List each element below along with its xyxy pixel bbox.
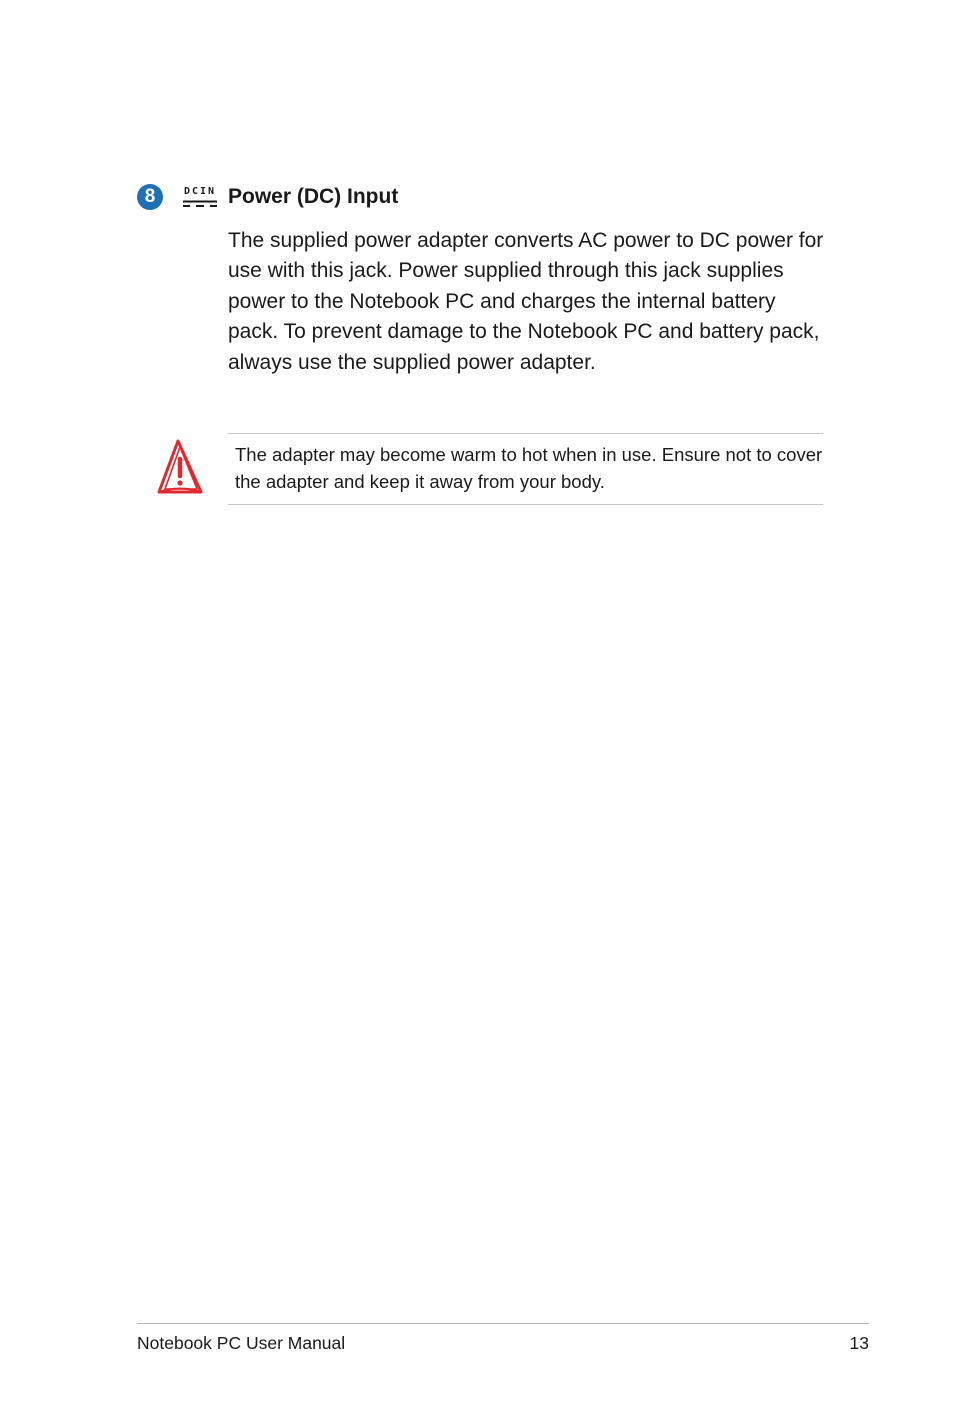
page-number: 13 xyxy=(849,1333,869,1353)
item-number-badge: 8 xyxy=(137,184,163,210)
warning-note xyxy=(228,433,823,505)
footer-divider xyxy=(137,1323,869,1324)
dc-input-icon xyxy=(181,186,219,212)
section-body: The supplied power adapter converts AC power to DC power for use with this jack. Power supplied through this jack supplies power to the Notebook PC and charges the internal battery pack. To prevent damage to the Notebook PC and battery pack, always use the supplied power adapter. xyxy=(228,229,824,374)
dc-input-icon-label: DCIN xyxy=(183,186,217,197)
section-title: Power (DC) Input xyxy=(228,185,399,208)
warning-text: The adapter may become warm to hot when in use. Ensure not to cover the adapter and keep it away from your body. xyxy=(235,444,823,492)
warning-icon xyxy=(155,438,205,496)
footer-title: Notebook PC User Manual xyxy=(137,1333,346,1353)
dc-symbol-icon xyxy=(181,200,219,208)
